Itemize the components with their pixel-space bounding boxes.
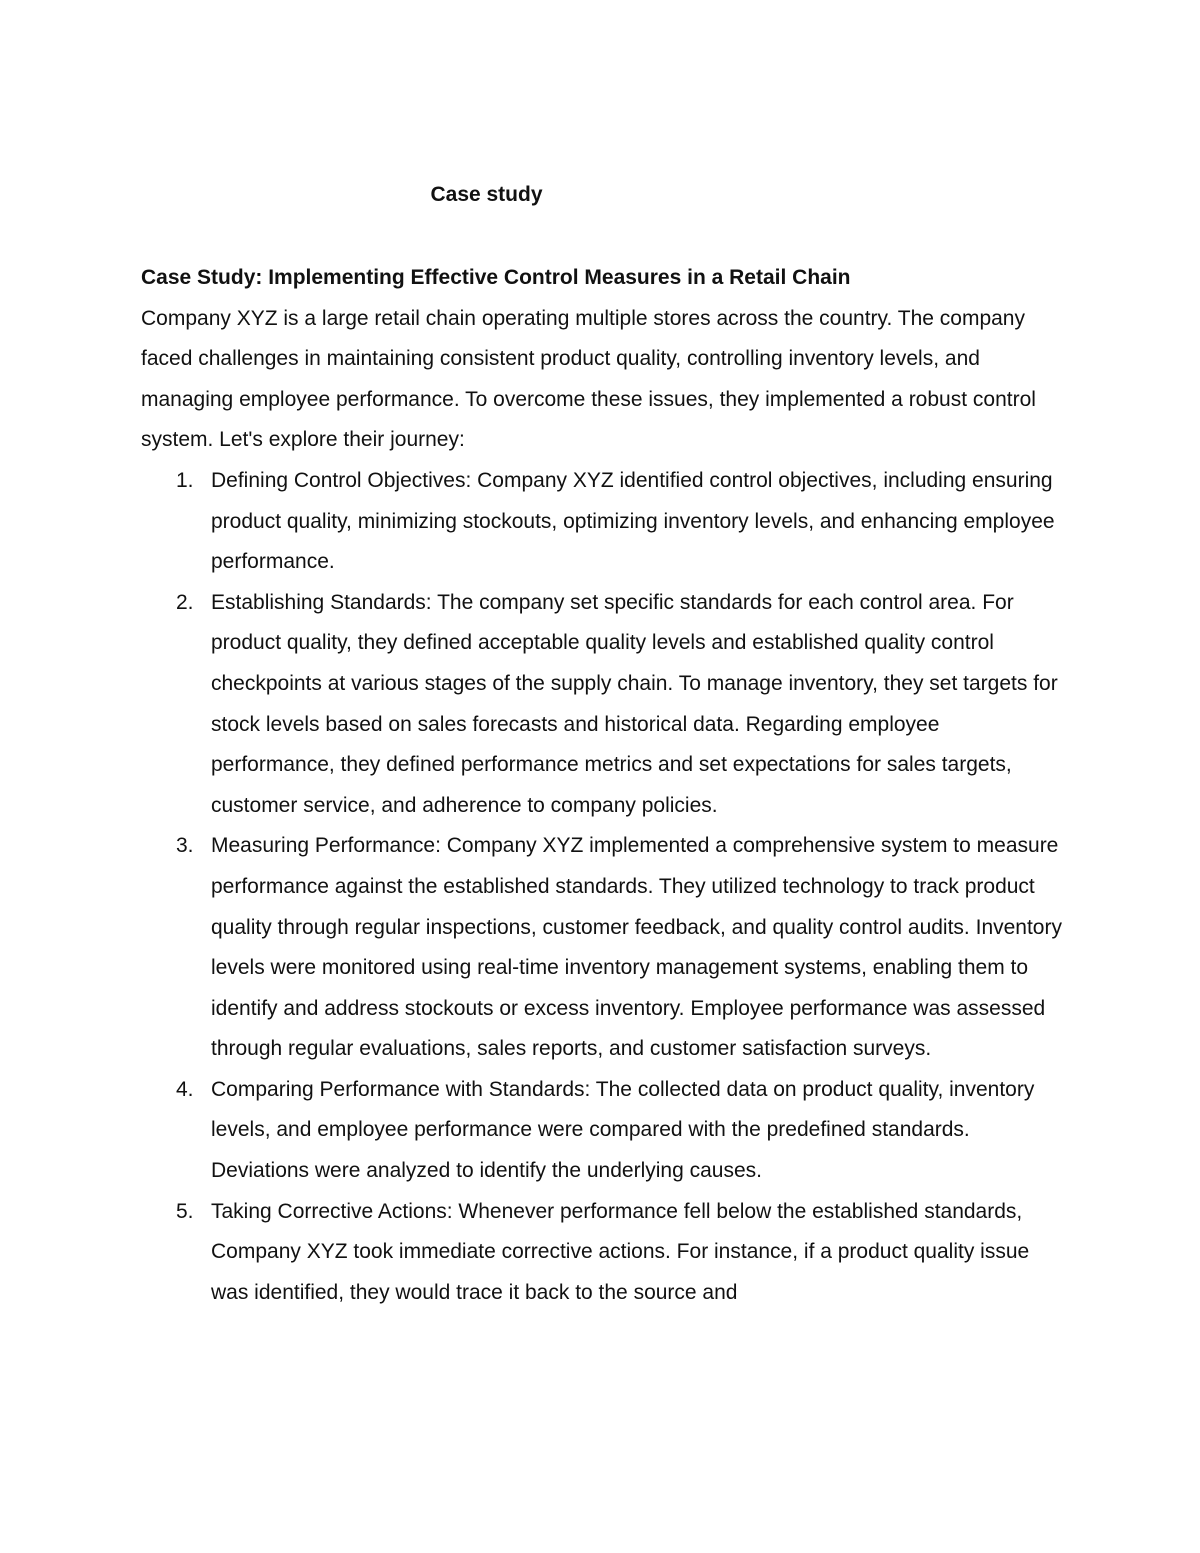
- document-title: Case study: [430, 183, 543, 206]
- intro-paragraph: Company XYZ is a large retail chain operating multiple stores across the country. The company faced challenges in maintaining consistent product quality, controlling inventory levels, and managing employee performance. To overcome these issues, they implemented a robust control system. Let's explore their journey:: [141, 306, 1036, 452]
- case-study-heading: Case Study: Implementing Effective Control Measures in a Retail Chain: [141, 266, 851, 289]
- list-item: [141, 583, 1066, 827]
- document-body: [141, 258, 1066, 1313]
- list-item: [141, 461, 1066, 583]
- list-item-text: Defining Control Objectives: Company XYZ identified control objectives, including ensuring product quality, minimizing stockouts, optimizing inventory levels, and enhancing employee performance.: [211, 468, 1055, 574]
- steps-list: [141, 461, 1066, 1313]
- list-item-text: Measuring Performance: Company XYZ implemented a comprehensive system to measure performance against the established standards. They utilized technology to track product quality through regular inspections, customer feedback, and quality control audits. Inventory levels were monitored using real-time inventory management systems, enabling them to identify and address stockouts or excess inventory. Employee performance was assessed through regular evaluations, sales reports, and customer satisfaction surveys.: [211, 834, 1062, 1061]
- list-item-text: Taking Corrective Actions: Whenever performance fell below the established standards, Company XYZ took immediate corrective actions. For instance, if a product quality issue was identified, they would trace it back to the source and: [211, 1199, 1030, 1304]
- list-item-number: 1.: [176, 468, 194, 492]
- list-item-number: 2.: [176, 590, 194, 614]
- list-item-number: 3.: [176, 834, 194, 858]
- list-item-text: Comparing Performance with Standards: The collected data on product quality, inventory levels, and employee performance were compared with the predefined standards. Deviations were analyzed to identify the underlying causes.: [211, 1077, 1035, 1183]
- list-item-number: 5.: [176, 1199, 194, 1223]
- list-item: [141, 1192, 1066, 1314]
- list-item: [141, 826, 1066, 1070]
- list-item-text: Establishing Standards: The company set specific standards for each control area. For product quality, they defined acceptable quality levels and established quality control checkpoints at various stages of the supply chain. To manage inventory, they set targets for stock levels based on sales forecasts and historical data. Regarding employee performance, they defined performance metrics and set expectations for sales targets, customer service, and adherence to company policies.: [211, 590, 1058, 817]
- list-item-number: 4.: [176, 1077, 194, 1101]
- list-item: [141, 1070, 1066, 1192]
